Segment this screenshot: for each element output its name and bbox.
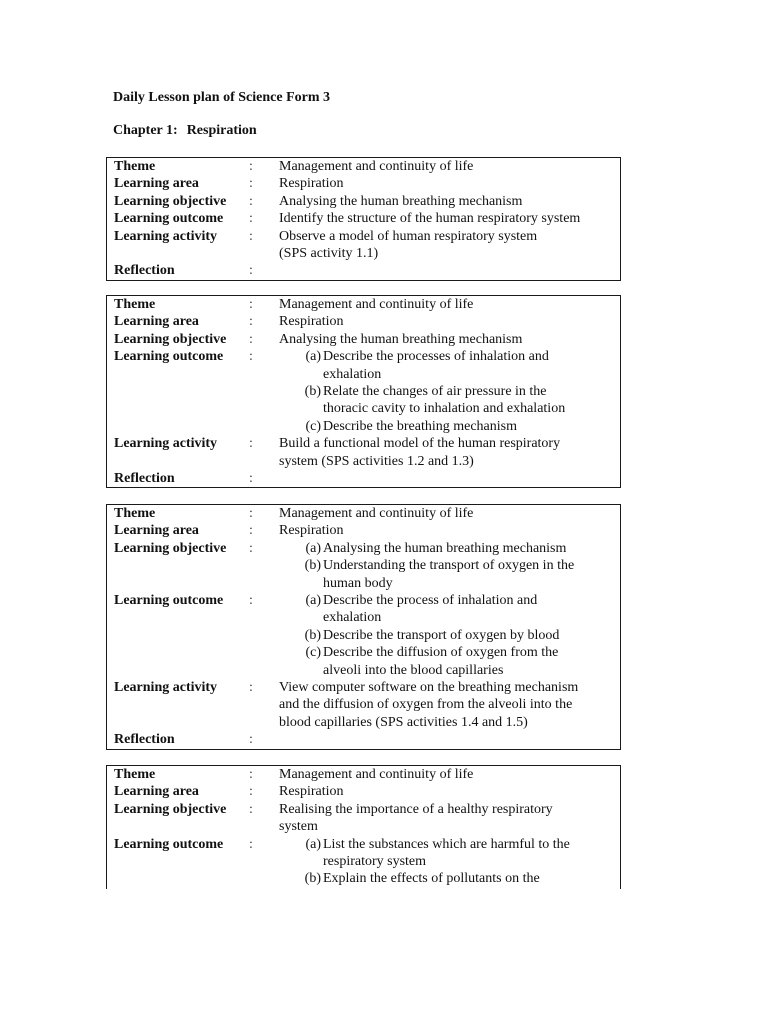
activity-line: Observe a model of human respiratory system <box>279 228 538 244</box>
area-label: Learning area <box>114 523 199 539</box>
item-marker: (c) <box>305 418 321 434</box>
colon: : <box>249 801 253 817</box>
item-text: Explain the effects of pollutants on the <box>323 871 540 887</box>
objective-label: Learning objective <box>114 540 227 556</box>
theme-row <box>114 158 614 175</box>
activity-label: Learning activity <box>114 436 218 452</box>
outcome-label: Learning outcome <box>114 593 224 609</box>
colon: : <box>249 297 253 312</box>
objective-value: Analysing the human breathing mechanism <box>279 193 523 209</box>
lesson-table-3 <box>106 504 621 750</box>
reflection-value <box>279 470 614 487</box>
activity-value <box>279 679 614 731</box>
item-text: exhalation <box>323 366 382 382</box>
objective-row <box>114 193 614 210</box>
reflection-value <box>279 262 614 279</box>
colon: : <box>249 228 253 244</box>
activity-line: system (SPS activities 1.2 and 1.3) <box>279 453 474 469</box>
item-text: Describe the process of inhalation and <box>323 593 538 609</box>
reflection-label: Reflection <box>114 471 175 487</box>
objective-item <box>279 557 614 592</box>
reflection-value <box>279 731 614 748</box>
objective-line: Realising the importance of a healthy respiratory <box>279 801 553 817</box>
reflection-row <box>114 470 614 487</box>
area-value: Respiration <box>279 784 344 800</box>
item-marker: (a) <box>305 836 321 852</box>
area-label: Learning area <box>114 314 199 330</box>
theme-value: Management and continuity of life <box>279 159 474 174</box>
outcome-list <box>279 592 614 679</box>
item-text: alveoli into the blood capillaries <box>323 662 504 678</box>
outcome-row <box>114 348 614 435</box>
theme-label: Theme <box>114 767 156 782</box>
theme-row <box>114 766 614 783</box>
outcome-row <box>114 210 614 227</box>
outcome-row <box>114 592 614 679</box>
activity-row <box>114 228 614 263</box>
outcome-label: Learning outcome <box>114 211 224 227</box>
outcome-item <box>279 348 614 383</box>
objective-row <box>114 801 614 836</box>
item-text: Describe the diffusion of oxygen from the <box>323 645 559 661</box>
colon: : <box>249 506 253 521</box>
chapter-name: Respiration <box>186 123 257 138</box>
objective-label: Learning objective <box>114 801 227 817</box>
item-marker: (b) <box>304 384 321 400</box>
item-text: respiratory system <box>323 854 427 870</box>
reflection-row <box>114 731 614 748</box>
outcome-list <box>279 348 614 435</box>
colon: : <box>249 523 253 539</box>
item-marker: (a) <box>305 349 321 365</box>
outcome-item <box>279 836 614 871</box>
area-value: Respiration <box>279 523 344 539</box>
activity-line: Build a functional model of the human respiratory <box>279 436 561 452</box>
item-text: Describe the processes of inhalation and <box>323 349 549 365</box>
outcome-label: Learning outcome <box>114 349 224 365</box>
item-text: Relate the changes of air pressure in the <box>323 384 547 400</box>
page-title: Daily Lesson plan of Science Form 3 <box>113 90 330 105</box>
colon: : <box>249 193 253 209</box>
item-marker: (a) <box>305 593 321 609</box>
colon: : <box>249 540 253 556</box>
reflection-label: Reflection <box>114 732 175 748</box>
colon: : <box>249 349 253 365</box>
theme-label: Theme <box>114 506 156 521</box>
area-label: Learning area <box>114 784 199 800</box>
colon: : <box>249 767 253 782</box>
objective-list <box>279 540 614 592</box>
chapter-label: Chapter 1: <box>113 123 178 138</box>
objective-row <box>114 540 614 592</box>
colon: : <box>249 732 253 748</box>
activity-row <box>114 679 614 731</box>
theme-value: Management and continuity of life <box>279 506 474 521</box>
colon: : <box>249 159 253 174</box>
item-marker: (b) <box>304 871 321 887</box>
area-row <box>114 783 614 800</box>
objective-row <box>114 331 614 348</box>
colon: : <box>249 784 253 800</box>
lesson-table-4 <box>106 765 621 889</box>
outcome-item <box>279 418 614 435</box>
item-text: human body <box>323 575 393 591</box>
activity-line: and the diffusion of oxygen from the alveoli into the <box>279 697 573 713</box>
outcome-row <box>114 836 614 888</box>
activity-label: Learning activity <box>114 680 218 696</box>
objective-line: system <box>279 819 318 835</box>
chapter-heading <box>113 122 257 140</box>
outcome-list <box>279 836 614 888</box>
theme-row <box>114 505 614 522</box>
theme-label: Theme <box>114 297 156 312</box>
area-row <box>114 175 614 192</box>
outcome-item <box>279 383 614 418</box>
item-marker: (a) <box>305 540 321 556</box>
item-marker: (b) <box>304 627 321 643</box>
activity-value <box>279 228 614 263</box>
lesson-table-1 <box>106 157 621 281</box>
item-text: List the substances which are harmful to the <box>323 836 570 852</box>
activity-line: View computer software on the breathing mechanism <box>279 680 579 696</box>
outcome-value: Identify the structure of the human respiratory system <box>279 211 581 227</box>
colon: : <box>249 211 253 227</box>
area-row <box>114 313 614 330</box>
objective-value <box>279 801 614 836</box>
objective-label: Learning objective <box>114 193 227 209</box>
item-text: Describe the breathing mechanism <box>323 418 517 434</box>
theme-value: Management and continuity of life <box>279 297 474 312</box>
item-text: Analysing the human breathing mechanism <box>323 540 567 556</box>
item-marker: (b) <box>304 558 321 574</box>
objective-value: Analysing the human breathing mechanism <box>279 331 523 347</box>
reflection-label: Reflection <box>114 263 175 279</box>
area-value: Respiration <box>279 176 344 192</box>
activity-line: blood capillaries (SPS activities 1.4 and 1.5) <box>279 714 528 730</box>
item-text: Describe the transport of oxygen by blood <box>323 627 560 643</box>
colon: : <box>249 331 253 347</box>
activity-line: (SPS activity 1.1) <box>279 246 379 262</box>
theme-value: Management and continuity of life <box>279 767 474 782</box>
outcome-label: Learning outcome <box>114 836 224 852</box>
colon: : <box>249 593 253 609</box>
colon: : <box>249 836 253 852</box>
activity-label: Learning activity <box>114 228 218 244</box>
activity-value <box>279 435 614 470</box>
item-text: Understanding the transport of oxygen in the <box>323 558 575 574</box>
theme-row <box>114 296 614 313</box>
colon: : <box>249 263 253 279</box>
colon: : <box>249 680 253 696</box>
outcome-item <box>279 644 614 679</box>
area-value: Respiration <box>279 314 344 330</box>
colon: : <box>249 436 253 452</box>
outcome-item <box>279 627 614 644</box>
item-marker: (c) <box>305 645 321 661</box>
theme-label: Theme <box>114 159 156 174</box>
reflection-row <box>114 262 614 279</box>
objective-item <box>279 540 614 557</box>
colon: : <box>249 314 253 330</box>
item-text: exhalation <box>323 610 382 626</box>
outcome-item <box>279 870 614 887</box>
lesson-table-2 <box>106 295 621 488</box>
item-text: thoracic cavity to inhalation and exhalation <box>323 401 566 417</box>
colon: : <box>249 471 253 487</box>
activity-row <box>114 435 614 470</box>
area-label: Learning area <box>114 176 199 192</box>
outcome-item <box>279 592 614 627</box>
colon: : <box>249 176 253 192</box>
area-row <box>114 522 614 539</box>
objective-label: Learning objective <box>114 331 227 347</box>
